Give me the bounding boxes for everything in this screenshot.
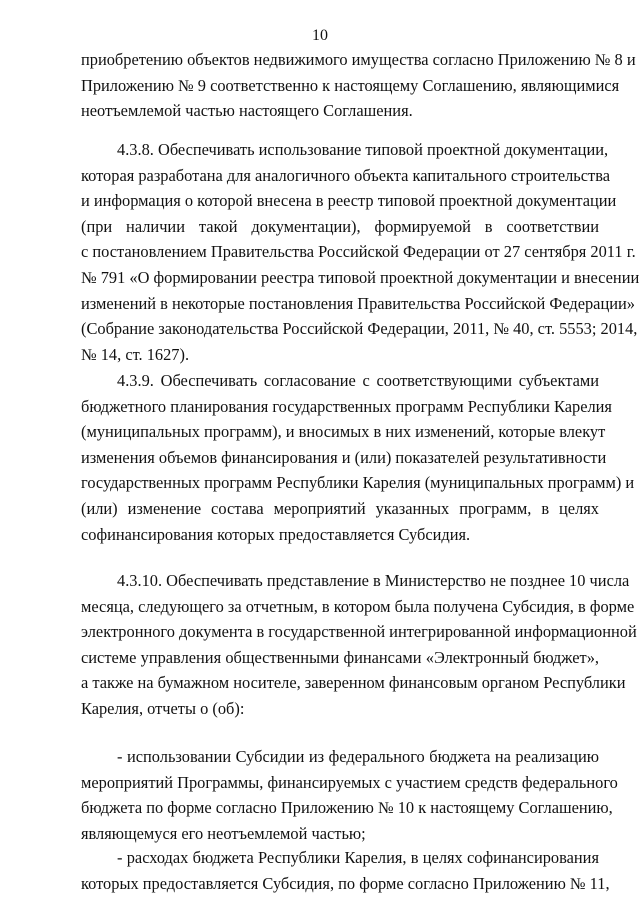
paragraph-line: Приложению № 9 соответственно к настоящему Соглашению, являющимися	[81, 75, 620, 95]
paragraph-line: мероприятий Программы, финансируемых с участием средств федерального	[81, 772, 618, 792]
paragraph	[81, 568, 637, 722]
paragraph-line: Карелия, отчеты о (об):	[81, 698, 245, 718]
paragraph-line: изменения объемов финансирования и (или) показателей результативности	[81, 447, 607, 467]
paragraph-line: бюджета по форме согласно Приложению № 10 к настоящему Соглашению,	[81, 798, 613, 818]
paragraph-line: - использовании Субсидии из федерального бюджета на реализацию	[117, 747, 599, 766]
paragraph-line: изменений в некоторые постановления Правительства Российской Федерации»	[81, 293, 635, 313]
paragraph-line: неотъемлемой частью настоящего Соглашения.	[81, 101, 413, 121]
paragraph-line: месяца, следующего за отчетным, в котором была получена Субсидия, в форме	[81, 596, 635, 616]
paragraph-line: № 14, ст. 1627).	[81, 344, 190, 364]
paragraph-line: 4.3.8. Обеспечивать использование типовой проектной документации,	[117, 140, 609, 159]
paragraph-line: (при наличии такой документации), формируемой в соответствии	[81, 216, 599, 236]
paragraph	[81, 47, 636, 124]
paragraph	[81, 845, 610, 896]
paragraph-line: приобретению объектов недвижимого имущества согласно Приложению № 8 и	[81, 50, 636, 69]
page-number: 10	[312, 27, 328, 44]
paragraph-line: № 791 «О формировании реестра типовой проектной документации и внесении	[81, 267, 640, 287]
paragraph-line: системе управления общественными финансами «Электронный бюджет»,	[81, 647, 599, 667]
paragraph-line: которых предоставляется Субсидия, по форме согласно Приложению № 11,	[81, 873, 610, 893]
paragraph-line: 4.3.9. Обеспечивать согласование с соответствующими субъектами	[117, 371, 599, 390]
paragraph-line: (Собрание законодательства Российской Федерации, 2011, № 40, ст. 5553; 2014,	[81, 319, 638, 339]
paragraph	[81, 137, 640, 367]
paragraph-line: и информация о которой внесена в реестр типовой проектной документации	[81, 191, 617, 211]
paragraph-line: которая разработана для аналогичного объекта капитального строительства	[81, 165, 610, 185]
paragraph-line: 4.3.10. Обеспечивать представление в Министерство не позднее 10 числа	[117, 571, 630, 590]
paragraph-line: (муниципальных программ), и вносимых в них изменений, которые влекут	[81, 422, 606, 442]
paragraph-line: бюджетного планирования государственных программ Республики Карелия	[81, 396, 612, 416]
paragraph-line: (или) изменение состава мероприятий указанных программ, в целях	[81, 498, 599, 518]
paragraph-line: электронного документа в государственной интегрированной информационной	[81, 622, 637, 642]
paragraph-line: софинансирования которых предоставляется Субсидия.	[81, 524, 471, 544]
paragraph-line: являющемуся его неотъемлемой частью;	[81, 823, 366, 843]
paragraph-line: а также на бумажном носителе, заверенном финансовым органом Республики	[81, 673, 626, 693]
paragraph-line: - расходах бюджета Республики Карелия, в целях софинансирования	[117, 848, 599, 867]
paragraph-line: с постановлением Правительства Российской Федерации от 27 сентября 2011 г.	[81, 242, 636, 262]
paragraph	[81, 744, 618, 846]
paragraph-line: государственных программ Республики Карелия (муниципальных программ) и	[81, 473, 635, 493]
paragraph	[81, 368, 635, 547]
